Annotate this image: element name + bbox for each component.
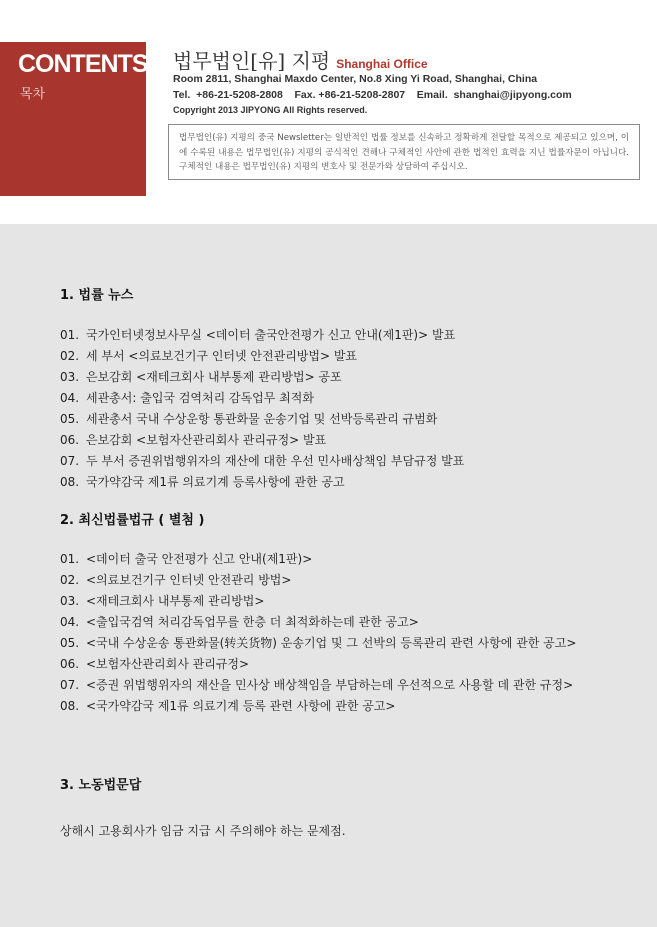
- list-item[interactable]: [60, 367, 615, 388]
- labor-qa-text[interactable]: 상해시 고용회사가 임금 지급 시 주의해야 하는 문제점.: [60, 824, 346, 838]
- item-number: 03.: [60, 594, 80, 608]
- item-text: <데이터 출국 안전평가 신고 안내(제1판)>: [86, 552, 313, 566]
- firm-name: 법무법인[유] 지평: [173, 49, 331, 73]
- disclaimer-box: 법무법인(유) 지평의 중국 Newsletter는 일반적인 법률 정보를 신속하고 정확하게 전달할 목적으로 제공되고 있으며, 이에 수록된 내용은 법무법인(유) 지평의 공식적인 견해나 구체적인 사안에 관한 법적인 효력을 지닌 법률자문이 아닙니다. 구체적인 내용은 법무법인(유) 지평의 변호사 및 전문가와 상담하여 주십시오.: [168, 124, 640, 180]
- item-number: 01.: [60, 552, 80, 566]
- contact-block: [173, 72, 572, 119]
- item-number: 07.: [60, 678, 80, 692]
- item-number: 06.: [60, 657, 80, 671]
- item-text: <증권 위법행위자의 재산을 민사상 배상책임을 부담하는데 우선적으로 사용할 데 관한 규정>: [86, 678, 574, 692]
- legal-news-list: [60, 325, 615, 493]
- list-item[interactable]: [60, 430, 615, 451]
- item-text: <국가약감국 제1류 의료기계 등록 관련 사항에 관한 공고>: [86, 699, 396, 713]
- item-number: 08.: [60, 475, 80, 489]
- item-text: <출입국검역 처리감독업무를 한층 더 최적화하는데 관한 공고>: [86, 615, 419, 629]
- copyright-line: Copyright 2013 JIPYONG All Rights reserved.: [173, 105, 368, 115]
- item-text: 국가인터넷정보사무실 <데이터 출국안전평가 신고 안내(제1판)> 발표: [86, 328, 456, 342]
- list-item[interactable]: [60, 325, 615, 346]
- list-item[interactable]: [60, 591, 615, 612]
- section-title-labor-qa: 3. 노동법문답: [60, 778, 142, 793]
- item-text: <보험자산관리회사 관리규정>: [86, 657, 250, 671]
- item-text: 은보감회 <보험자산관리회사 관리규정> 발표: [86, 433, 327, 447]
- section-title-latest-laws: 2. 최신법률법규 ( 별첨 ): [60, 513, 205, 528]
- contact-line: Tel. +86-21-5208-2808 Fax. +86-21-5208-2807 Email. shanghai@jipyong.com: [173, 88, 572, 101]
- list-item[interactable]: [60, 696, 615, 717]
- list-item[interactable]: [60, 654, 615, 675]
- list-item[interactable]: [60, 549, 615, 570]
- item-text: 세관총서 국내 수상운항 통관화물 운송기업 및 선박등록관리 규범화: [86, 412, 438, 426]
- item-number: 03.: [60, 370, 80, 384]
- list-item[interactable]: [60, 409, 615, 430]
- header: [0, 0, 657, 224]
- item-number: 08.: [60, 699, 80, 713]
- list-item[interactable]: [60, 675, 615, 696]
- section-title-legal-news: 1. 법률 뉴스: [60, 288, 134, 303]
- list-item[interactable]: [60, 451, 615, 472]
- list-item[interactable]: [60, 633, 615, 654]
- item-number: 07.: [60, 454, 80, 468]
- item-text: 세 부서 <의료보건기구 인터넷 안전관리방법> 발표: [86, 349, 358, 363]
- item-number: 04.: [60, 615, 80, 629]
- office-label: Shanghai Office: [336, 57, 428, 71]
- list-item[interactable]: [60, 612, 615, 633]
- item-text: 두 부서 증권위법행위자의 재산에 대한 우선 민사배상책임 부담규정 발표: [86, 454, 465, 468]
- latest-laws-list: [60, 549, 615, 717]
- list-item[interactable]: [60, 472, 615, 493]
- contents-title: CONTENTS: [18, 50, 148, 78]
- item-number: 02.: [60, 573, 80, 587]
- list-item[interactable]: [60, 346, 615, 367]
- list-item[interactable]: [60, 388, 615, 409]
- contents-body: [0, 224, 657, 927]
- item-number: 06.: [60, 433, 80, 447]
- address-line: Room 2811, Shanghai Maxdo Center, No.8 Xing Yi Road, Shanghai, China: [173, 73, 538, 85]
- item-text: 세관총서: 출입국 검역처리 감독업무 최적화: [86, 391, 314, 405]
- list-item[interactable]: [60, 570, 615, 591]
- item-number: 02.: [60, 349, 80, 363]
- item-number: 01.: [60, 328, 80, 342]
- item-text: <국내 수상운송 통관화물(转关货物) 운송기업 및 그 선박의 등록관리 관련 사항에 관한 공고>: [86, 636, 577, 650]
- item-text: 은보감회 <재테크회사 내부통제 관리방법> 공포: [86, 370, 342, 384]
- item-text: 국가약감국 제1류 의료기계 등록사항에 관한 공고: [86, 475, 345, 489]
- item-text: <재테크회사 내부통제 관리방법>: [86, 594, 265, 608]
- firm-heading: [173, 45, 428, 74]
- item-number: 05.: [60, 636, 80, 650]
- item-text: <의료보건기구 인터넷 안전관리 방법>: [86, 573, 292, 587]
- item-number: 04.: [60, 391, 80, 405]
- contents-subtitle: 목차: [20, 87, 46, 102]
- item-number: 05.: [60, 412, 80, 426]
